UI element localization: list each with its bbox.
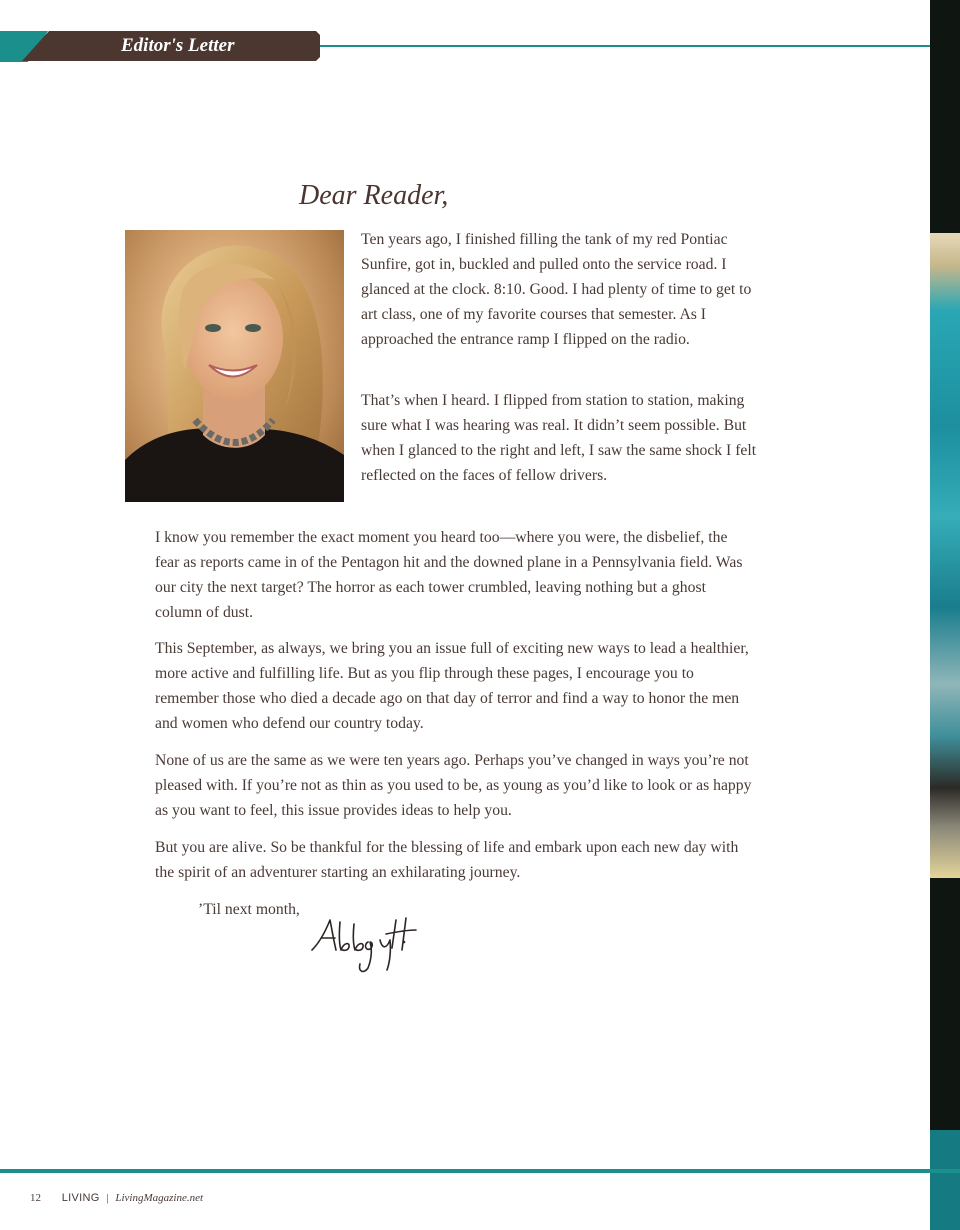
letter-paragraph-4: This September, as always, we bring you an issue full of exciting new ways to lead a healthier, more active and fulfilling life. But as you flip through these pages, I encourage you to remember those who died a decade ago on that day of terror and find a way to honor the men and women who defend our country today. xyxy=(155,640,749,732)
editor-portrait xyxy=(125,230,344,502)
page-number: 12 xyxy=(30,1192,41,1204)
editor-signature xyxy=(308,912,418,976)
letter-signoff: ’Til next month, xyxy=(198,901,300,918)
letter-paragraph-2: That’s when I heard. I flipped from station to station, making sure what I was hearing was real. It didn’t seem possible. But when I glanced to the right and left, I saw the same shock I felt reflected on the faces of fellow drivers. xyxy=(361,392,757,484)
magazine-website: LivingMagazine.net xyxy=(115,1192,204,1204)
adjacent-page-photo-strip xyxy=(930,0,960,1230)
letter-paragraph-3: I know you remember the exact moment you heard too—where you were, the disbelief, the fear as reports came in of the Pentagon hit and the downed plane in a Pennsylvania field. Was our city the next target? The horror as each tower crumbled, leaving nothing but a ghost column of dust. xyxy=(155,529,743,621)
letter-paragraph-6: But you are alive. So be thankful for the blessing of life and embark upon each new day with the spirit of an adventurer starting an exhilarating journey. xyxy=(155,839,739,881)
page-footer xyxy=(30,1192,203,1204)
magazine-name: LIVING xyxy=(61,1192,100,1204)
letter-paragraph-5: None of us are the same as we were ten years ago. Perhaps you’ve changed in ways you’re not pleased with. If you’re not as thin as you used to be, as young as you’d like to look or as happy as you want to feel, this issue provides ideas to help you. xyxy=(155,752,752,819)
footer-rule xyxy=(0,1169,960,1173)
header-rule xyxy=(320,45,932,47)
editor-portrait-illustration xyxy=(125,230,344,502)
letter-salutation: Dear Reader, xyxy=(299,180,449,211)
car-photo-edge xyxy=(930,233,960,878)
teal-edge-block xyxy=(930,1130,960,1230)
letter-paragraph-1: Ten years ago, I finished filling the tank of my red Pontiac Sunfire, got in, buckled and pulled onto the service road. I glanced at the clock. 8:10. Good. I had plenty of time to get to art class, one of my favorite courses that semester. As I approached the entrance ramp I flipped on the radio. xyxy=(361,231,752,348)
section-title: Editor's Letter xyxy=(121,35,235,56)
footer-separator: | xyxy=(106,1192,109,1204)
